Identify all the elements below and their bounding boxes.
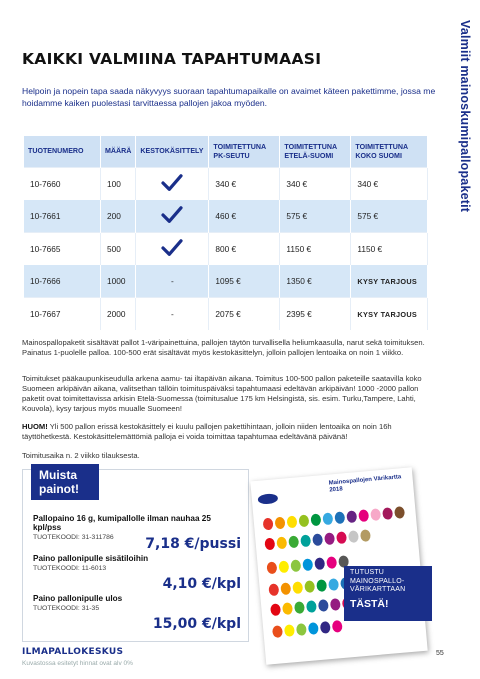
price-all: KYSY TARJOUS	[351, 265, 428, 298]
col-header-all: TOIMITETTUNA KOKO SUOMI	[351, 136, 428, 168]
item-code: TUOTEKOODI: 31-35	[33, 605, 100, 612]
page-number: 55	[436, 650, 444, 657]
item-price: 4,10 €/kpl	[162, 576, 241, 592]
item-code: TUOTEKOODI: 11-6013	[33, 565, 107, 572]
delivery-time: Toimitusaika n. 2 viikko tilauksesta.	[22, 451, 140, 460]
treatment-cell	[136, 168, 209, 201]
poster-title: Mainospallojen Värikartta 2018	[328, 474, 402, 494]
price-pk: 460 €	[209, 200, 280, 233]
price-note: Kuvastossa esitetyt hinnat ovat alv 0%	[22, 660, 133, 667]
item-name: Paino pallonipulle ulos	[33, 594, 123, 603]
callout-text: TUTUSTU MAINOSPALLO-VÄRIKARTTAAN	[350, 569, 406, 593]
table-row	[24, 298, 428, 331]
price-all: 575 €	[351, 200, 428, 233]
treatment-cell: -	[136, 298, 209, 331]
price-pk: 1095 €	[209, 265, 280, 298]
brand-logo: ILMAPALLOKESKUS	[22, 647, 124, 657]
price-all: 1150 €	[351, 233, 428, 266]
package-description: Mainospallopaketit sisältävät pallot 1-väripainettuina, pallojen täytön turvallisella heliumkaasulla, narut sekä toimituksen. Painatus 1-puolelle palloa. 100-500 erät sisältävät myös kestokäsittelyn, jolloin pallojen lentoaika on noin 1 viikko.	[22, 338, 425, 357]
table-header-row	[24, 136, 428, 168]
treatment-cell	[136, 200, 209, 233]
product-table	[24, 136, 428, 330]
product-number: 10-7666	[24, 265, 101, 298]
product-number: 10-7667	[24, 298, 101, 331]
quantity: 500	[101, 233, 136, 266]
table-row	[24, 200, 428, 233]
price-all: KYSY TARJOUS	[351, 298, 428, 331]
price-south: 575 €	[280, 200, 351, 233]
notice-body: Yli 500 pallon erissä kestokäsittely ei kuulu pallojen pakettihintaan, jolloin niiden lentoaika on noin 16h täyttöhetkestä. Kestokäsittelemättömiä palloja ei voida toimittaa tapahtumaa edeltävänä päivänä!	[22, 422, 392, 441]
side-tab	[450, 0, 480, 679]
item-name: Paino pallonipulle sisätiloihin	[33, 554, 149, 563]
item-price: 7,18 €/pussi	[145, 536, 241, 552]
price-pk: 2075 €	[209, 298, 280, 331]
treatment-cell: -	[136, 265, 209, 298]
table-row	[24, 233, 428, 266]
weights-tag: Muista painot!	[31, 464, 99, 500]
price-all: 340 €	[351, 168, 428, 201]
callout-action: TÄSTÄ!	[350, 597, 389, 610]
treatment-cell	[136, 233, 209, 266]
col-header-treatment: KESTOKÄSITTELY	[136, 136, 209, 168]
checkmark-icon	[161, 239, 183, 257]
page-title: KAIKKI VALMIINA TAPAHTUMAASI	[22, 50, 322, 68]
product-number: 10-7661	[24, 200, 101, 233]
col-header-product: TUOTENUMERO	[24, 136, 101, 168]
item-price: 15,00 €/kpl	[152, 616, 241, 632]
quantity: 200	[101, 200, 136, 233]
table-row	[24, 265, 428, 298]
price-south: 2395 €	[280, 298, 351, 331]
notice-label: HUOM!	[22, 422, 48, 431]
price-pk: 340 €	[209, 168, 280, 201]
checkmark-icon	[161, 206, 183, 224]
price-pk: 800 €	[209, 233, 280, 266]
quantity: 1000	[101, 265, 136, 298]
weight-item	[33, 554, 241, 592]
weights-box	[22, 469, 249, 642]
intro-text: Helpoin ja nopein tapa saada näkyvyys suoraan tapahtumapaikalle on avaimet käteen pakettimme, jossa me hoidamme kaiken puolestasi tarvittaessa pallojen jakoa myöden.	[22, 86, 436, 108]
price-south: 340 €	[280, 168, 351, 201]
checkmark-icon	[161, 174, 183, 192]
delivery-info: Toimitukset pääkaupunkiseudulla arkena aamu- tai iltapäivän aikana. Toimitus 100-500 pallon paketeille saatavilla koko Suomeen arkipäivän aikana, valitsethan tällöin toimituspäiväksi tapahtumaasi edeltävän arkipäivän! 1000 -2000 pallon paketit ovat toimitettavissa arkisin Etelä-Suomessa (toimitusalue 175 km Helsingistä, sis. esim. Turku,Tampere, Lahti, Kouvola), kysy tarjous myös muualle Suomeen!	[22, 374, 422, 413]
weight-item	[33, 514, 241, 552]
color-chart-link[interactable]	[344, 566, 432, 621]
side-title: Valmiit mainoskumipallopaketit	[458, 20, 472, 213]
quantity: 2000	[101, 298, 136, 331]
table-row	[24, 168, 428, 201]
product-number: 10-7660	[24, 168, 101, 201]
col-header-south: TOIMITETTUNA ETELÄ-SUOMI	[280, 136, 351, 168]
item-code: TUOTEKOODI: 31-311786	[33, 534, 114, 541]
notice-text	[22, 422, 442, 442]
price-south: 1150 €	[280, 233, 351, 266]
quantity: 100	[101, 168, 136, 201]
weight-item	[33, 594, 241, 632]
product-number: 10-7665	[24, 233, 101, 266]
col-header-pk: TOIMITETTUNA PK-SEUTU	[209, 136, 280, 168]
col-header-qty: MÄÄRÄ	[101, 136, 136, 168]
item-name: Pallopaino 16 g, kumipallolle ilman nauhaa 25 kpl/pss	[33, 514, 211, 532]
price-south: 1350 €	[280, 265, 351, 298]
